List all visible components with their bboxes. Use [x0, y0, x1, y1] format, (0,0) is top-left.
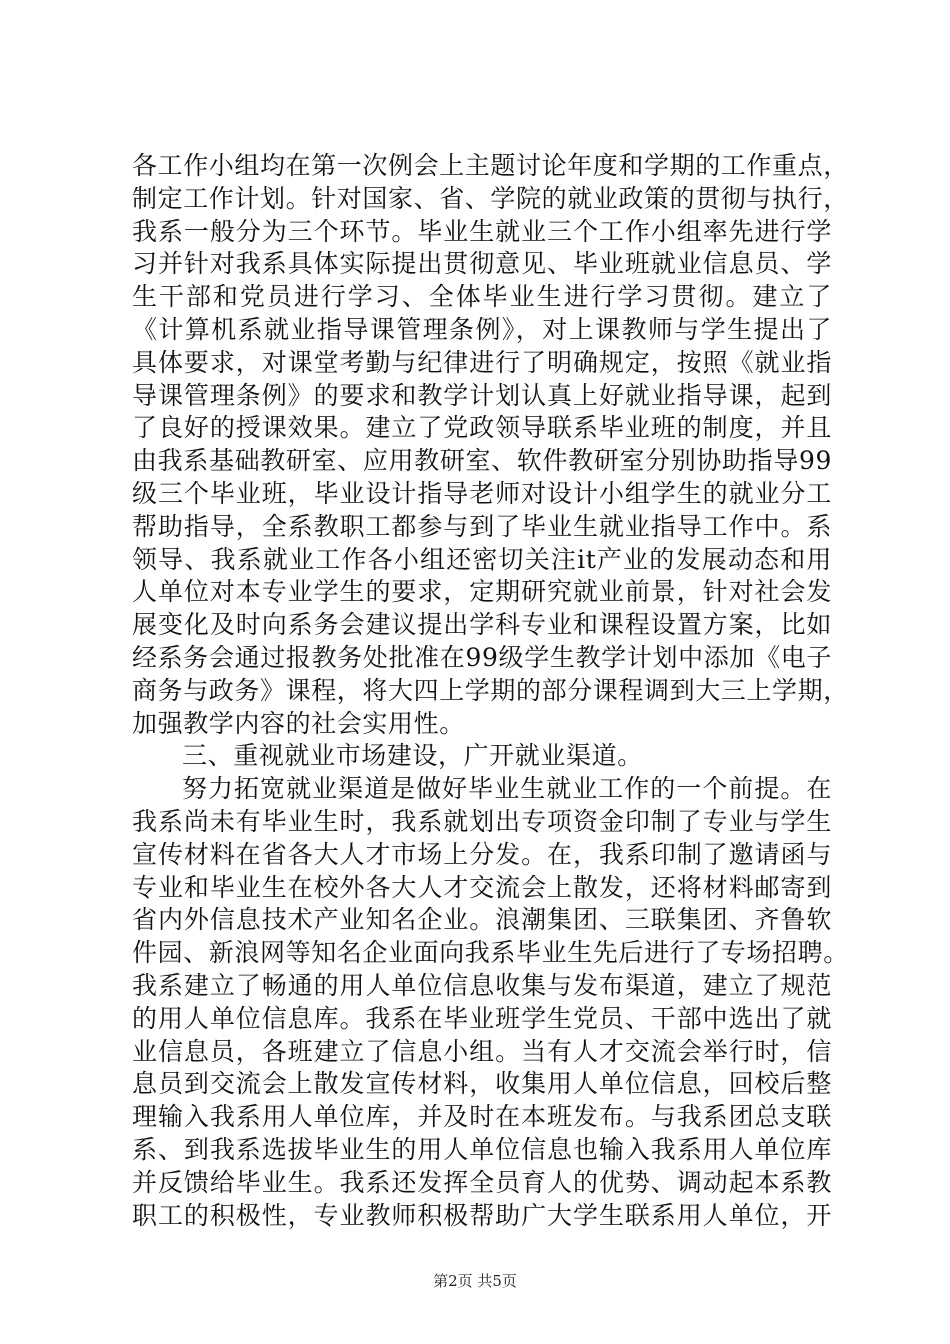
text-line: 业信息员，各班建立了信息小组。当有人才交流会举行时，信: [132, 1036, 832, 1066]
text-line: 经系务会通过报教务处批准在99级学生教学计划中添加《电子: [132, 642, 832, 672]
text-line: 领导、我系就业工作各小组还密切关注it产业的发展动态和用: [132, 544, 832, 574]
text-line: 加强教学内容的社会实用性。: [132, 708, 465, 738]
text-line: 各工作小组均在第一次例会上主题讨论年度和学期的工作重点，: [132, 151, 849, 180]
text-line: 生干部和党员进行学习、全体毕业生进行学习贯彻。建立了: [132, 282, 832, 312]
section-heading: 三、重视就业市场建设，广开就业渠道。: [182, 741, 643, 771]
document-body: [132, 150, 849, 1232]
text-line: 系、到我系选拔毕业生的用人单位信息也输入我系用人单位库: [132, 1134, 832, 1164]
text-line: 理输入我系用人单位库，并及时在本班发布。与我系团总支联: [132, 1102, 832, 1132]
text-line: 息员到交流会上散发宣传材料，收集用人单位信息，回校后整: [132, 1069, 832, 1099]
text-line: 级三个毕业班，毕业设计指导老师对设计小组学生的就业分工: [132, 478, 832, 508]
text-line: 具体要求，对课堂考勤与纪律进行了明确规定，按照《就业指: [132, 347, 832, 377]
text-line: 帮助指导，全系教职工都参与到了毕业生就业指导工作中。系: [132, 511, 832, 541]
text-line: 导课管理条例》的要求和教学计划认真上好就业指导课，起到: [132, 380, 832, 410]
text-line: 专业和毕业生在校外各大人才交流会上散发，还将材料邮寄到: [132, 872, 832, 902]
text-line: 展变化及时向系务会建议提出学科专业和课程设置方案，比如: [132, 610, 832, 640]
text-line: 我系尚未有毕业生时，我系就划出专项资金印制了专业与学生: [132, 806, 832, 836]
text-line: 《计算机系就业指导课管理条例》，对上课教师与学生提出了: [132, 314, 832, 344]
text-line: 由我系基础教研室、应用教研室、软件教研室分别协助指导99: [132, 446, 832, 476]
text-line: 我系建立了畅通的用人单位信息收集与发布渠道，建立了规范: [132, 970, 832, 1000]
text-line: 宣传材料在省各大人才市场上分发。在，我系印制了邀请函与: [132, 839, 832, 869]
text-line: 件园、新浪网等知名企业面向我系毕业生先后进行了专场招聘。: [132, 938, 849, 968]
text-line: 我系一般分为三个环节。毕业生就业三个工作小组率先进行学: [132, 216, 832, 246]
page-number: 第2页 共5页: [433, 1272, 517, 1290]
text-line: 并反馈给毕业生。我系还发挥全员育人的优势、调动起本系教: [132, 1167, 832, 1197]
text-line: 了良好的授课效果。建立了党政领导联系毕业班的制度，并且: [132, 413, 832, 443]
text-line: 的用人单位信息库。我系在毕业班学生党员、干部中选出了就: [132, 1003, 832, 1033]
text-line: 商务与政务》课程，将大四上学期的部分课程调到大三上学期，: [132, 675, 849, 705]
text-line: 制定工作计划。针对国家、省、学院的就业政策的贯彻与执行，: [132, 183, 849, 213]
text-line: 努力拓宽就业渠道是做好毕业生就业工作的一个前提。在: [182, 774, 832, 804]
text-line: 职工的积极性，专业教师积极帮助广大学生联系用人单位，开: [132, 1200, 832, 1230]
text-line: 习并针对我系具体实际提出贯彻意见、毕业班就业信息员、学: [132, 249, 832, 279]
text-line: 人单位对本专业学生的要求，定期研究就业前景，针对社会发: [132, 577, 832, 607]
text-line: 省内外信息技术产业知名企业。浪潮集团、三联集团、齐鲁软: [132, 905, 832, 935]
